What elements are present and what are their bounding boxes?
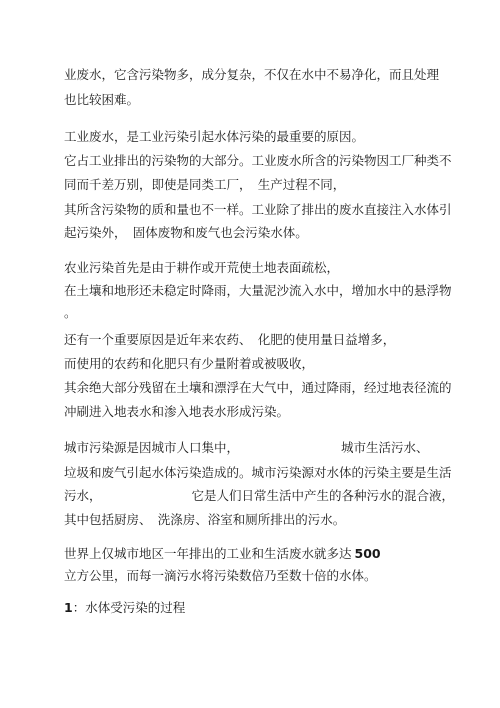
paragraph-2-line-5: 起污染外， 固体废物和废气也会污染水体。 [64, 225, 308, 240]
paragraph-4-line-3: 其余绝大部分残留在土壤和漂浮在大气中，通过降雨，经过地表径流的 [64, 380, 452, 395]
paragraph-5-line-4: 其中包括厨房、 洗涤房、浴室和厕所排出的污水。 [64, 512, 346, 527]
section-heading [64, 600, 185, 616]
paragraph-5-line-3-part-2: 它是人们日常生活中产生的各种污水的混合液， [191, 488, 455, 503]
paragraph-6-number-500: 500 [354, 546, 381, 561]
paragraph-4-line-2: 而使用的农药和化肥只有少量附着或被吸收， [64, 356, 315, 371]
paragraph-2-line-1: 工业废水，是工业污染引起水体污染的最重要的原因。 [64, 129, 365, 144]
paragraph-4-line-1: 还有一个重要原因是近年来农药、 化肥的使用量日益增多， [64, 332, 396, 347]
paragraph-1-line-1: 业废水，它含污染物多，成分复杂，不仅在水中不易净化，而且处理 [64, 67, 440, 82]
paragraph-5-line-3-part-1: 污水， [64, 488, 102, 503]
paragraph-5-line-1-part-1: 城市污染源是因城市人口集中， [64, 440, 240, 455]
paragraph-6-line-2: 立方公里，而每一滴污水将污染数倍乃至数十倍的水体。 [64, 568, 377, 583]
paragraph-3-line-3: 。 [64, 305, 77, 320]
paragraph-5-line-1-part-2: 城市生活污水、 [341, 440, 429, 455]
paragraph-5-line-3 [64, 488, 454, 504]
section-heading-title: ：水体受污染的过程 [72, 600, 186, 615]
paragraph-6-line-1 [64, 546, 381, 562]
paragraph-6-line-1-text: 世界上仅城市地区一年排出的工业和生活废水就多达 [64, 546, 352, 561]
paragraph-3-line-2: 在土壤和地形还未稳定时降雨，大量泥沙流入水中，增加水中的悬浮物 [64, 283, 452, 298]
paragraph-2-line-4: 其所含污染物的质和量也不一样。工业除了排出的废水直接注入水体引 [64, 202, 452, 217]
paragraph-1-line-2: 也比较困难。 [64, 92, 140, 107]
paragraph-4-line-4: 冲刷进入地表水和渗入地表水形成污染。 [64, 404, 290, 419]
section-heading-number: 1 [64, 600, 73, 615]
paragraph-3-line-1: 农业污染首先是由于耕作或开荒使土地表面疏松， [64, 260, 340, 275]
paragraph-5-line-2: 垃圾和废气引起水体污染造成的。城市污染源对水体的污染主要是生活 [64, 465, 452, 480]
paragraph-2-line-3: 同而千差万别，即使是同类工厂， 生产过程不同， [64, 177, 346, 192]
paragraph-5-line-1 [64, 440, 429, 456]
paragraph-2-line-2: 它占工业排出的污染物的大部分。工业废水所含的污染物因工厂种类不 [64, 153, 452, 168]
